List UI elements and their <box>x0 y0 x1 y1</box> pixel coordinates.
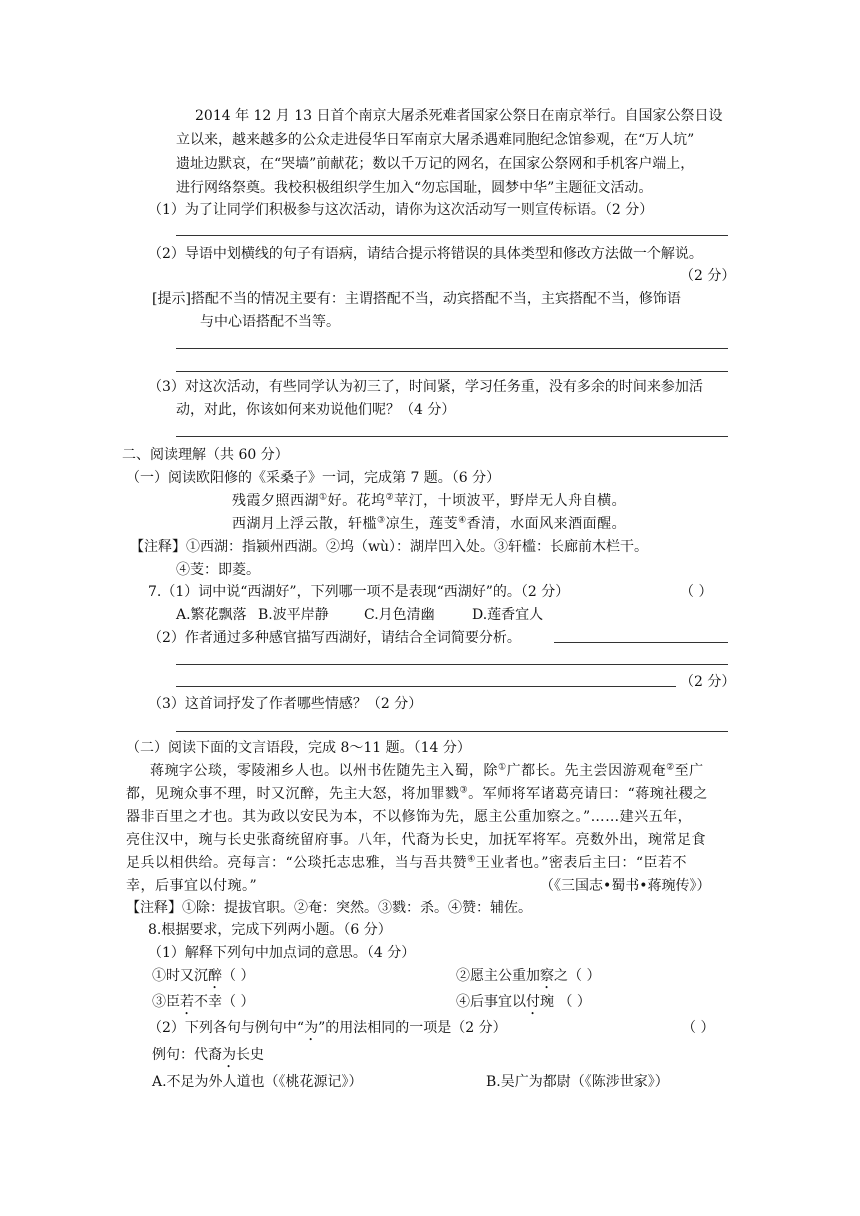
option-d: D.莲香宜人 <box>472 607 544 623</box>
option-c: C.月色清幽 <box>364 607 435 623</box>
classical-note: 【注释】①除：提拔官职。②奄：突然。③戮：杀。④赞：辅佐。 <box>126 900 532 916</box>
item-1: ①时又沉醉（ ） <box>152 968 255 984</box>
classical-line-5: 足兵以相供给。亮每言：“公琰托志忠雅，当与吾共赞④王业者也。”密表后主曰：“臣若不 <box>126 854 688 871</box>
option-a: A.繁花飘落 <box>176 607 247 623</box>
question-7-3: （3）这首词抒发了作者哪些情感？（2 分） <box>148 696 423 712</box>
intro-line-4: 进行网络祭奠。我校积极组织学生加入“勿忘国耻，圆梦中华”主题征文活动。 <box>176 180 653 196</box>
question-3-line-2: 动，对此，你该如何来劝说他们呢？（4 分） <box>176 402 456 418</box>
poem-line-1: 残霞夕照西湖①好。花坞②苹汀，十顷波平，野岸无人舟自横。 <box>232 492 627 509</box>
item-3: ③臣若不幸（ ） <box>152 994 255 1010</box>
part-1-title: （一）阅读欧阳修的《采桑子》一词，完成第 7 题。（6 分） <box>126 470 501 486</box>
question-2-score: （2 分） <box>680 268 736 284</box>
question-8-1: （1）解释下列句中加点词的意思。（4 分） <box>148 945 416 961</box>
answer-line[interactable] <box>176 686 676 687</box>
option-a: A.不足为外人道也（《桃花源记》） <box>152 1074 363 1090</box>
question-8: 8.根据要求，完成下列两小题。（6 分） <box>148 922 392 938</box>
option-b: B.波平岸静 <box>258 607 329 623</box>
question-8-2: （2）下列各句与例句中“为”的用法相同的一项是（2 分） <box>148 1020 507 1036</box>
item-4: ④后事宜以付琬 （ ） <box>456 994 591 1010</box>
classical-source: （《三国志•蜀书•蒋琬传》） <box>540 878 711 894</box>
classical-line-6: 幸，后事宜以付琬。” <box>126 878 258 894</box>
classical-line-4: 亮住汉中，琬与长史张裔统留府事。八年，代裔为长史，加抚军将军。亮数外出，琬常足食 <box>126 832 706 848</box>
classical-line-1: 蒋琬字公琰，零陵湘乡人也。以州书佐随先主入蜀，除①广都长。先主尝因游观奄②至广 <box>150 762 704 779</box>
hint-line-1: [提示]搭配不当的情况主要有：主谓搭配不当，动宾搭配不当，主宾搭配不当，修饰语 <box>152 291 681 307</box>
intro-line-2: 立以来，越来越多的公众走进侵华日军南京大屠杀遇难同胞纪念馆参观，在“万人坑” <box>176 132 695 148</box>
item-2: ②愿主公重加察之（ ） <box>456 968 601 984</box>
answer-bracket[interactable]: （ ） <box>682 1020 715 1036</box>
answer-line[interactable] <box>176 371 728 372</box>
answer-line[interactable] <box>176 348 728 349</box>
question-2: （2）导语中划横线的句子有语病，请结合提示将错误的具体类型和修改方法做一个解说。 <box>148 246 703 262</box>
intro-line-3: 遗址边默哀，在“哭墙”前献花；数以千万记的网名，在国家公祭网和手机客户端上， <box>176 156 695 172</box>
intro-line-1: 2014 年 12 月 13 日首个南京大屠杀死难者国家公祭日在南京举行。自国家公祭日设 <box>195 108 723 124</box>
question-3-line-1: （3）对这次活动，有些同学认为初三了，时间紧，学习任务重，没有多余的时间来参加活 <box>148 379 703 395</box>
part-2-title: （二）阅读下面的文言语段，完成 8～11 题。（14 分） <box>126 740 471 756</box>
hint-line-2: 与中心语搭配不当等。 <box>200 314 340 330</box>
classical-line-3: 器非百里之才也。其为政以安民为本，不以修饰为先，愿主公重加察之。”……建兴五年， <box>126 809 693 825</box>
answer-line[interactable] <box>176 235 728 236</box>
question-7-2: （2）作者通过多种感官描写西湖好，请结合全词简要分析。 <box>148 630 521 646</box>
option-b: B.吴广为都尉（《陈涉世家》） <box>486 1074 669 1090</box>
answer-line[interactable] <box>176 436 728 437</box>
question-7-1: 7.（1）词中说“西湖好”，下列哪一项不是表现“西湖好”的。（2 分） <box>148 584 570 600</box>
answer-line[interactable] <box>176 664 728 665</box>
question-7-2-score: （2 分） <box>680 674 736 690</box>
poem-note-2: ④芰：即菱。 <box>176 562 260 578</box>
answer-bracket[interactable]: （ ） <box>680 584 713 600</box>
poem-line-2: 西湖月上浮云散，轩槛③凉生，莲芰④香清，水面风来酒面醒。 <box>232 515 627 532</box>
answer-line[interactable] <box>176 731 728 732</box>
poem-note-1: 【注释】①西湖：指颍州西湖。②坞（wù）：湖岸凹入处。③轩槛：长廊前木栏干。 <box>130 539 648 555</box>
question-1: （1）为了让同学们积极参与这次活动，请你为这次活动写一则宣传标语。（2 分） <box>148 202 654 218</box>
example-sentence: 例句：代裔为长史 <box>152 1047 264 1063</box>
answer-line[interactable] <box>554 642 728 643</box>
section-2-heading: 二、阅读理解（共 60 分） <box>122 447 289 463</box>
classical-line-2: 都，见琬众事不理，时又沉醉，先主大怒，将加罪戮③。军师将军诸葛亮请曰：“蒋琬社稷之 <box>126 785 708 802</box>
